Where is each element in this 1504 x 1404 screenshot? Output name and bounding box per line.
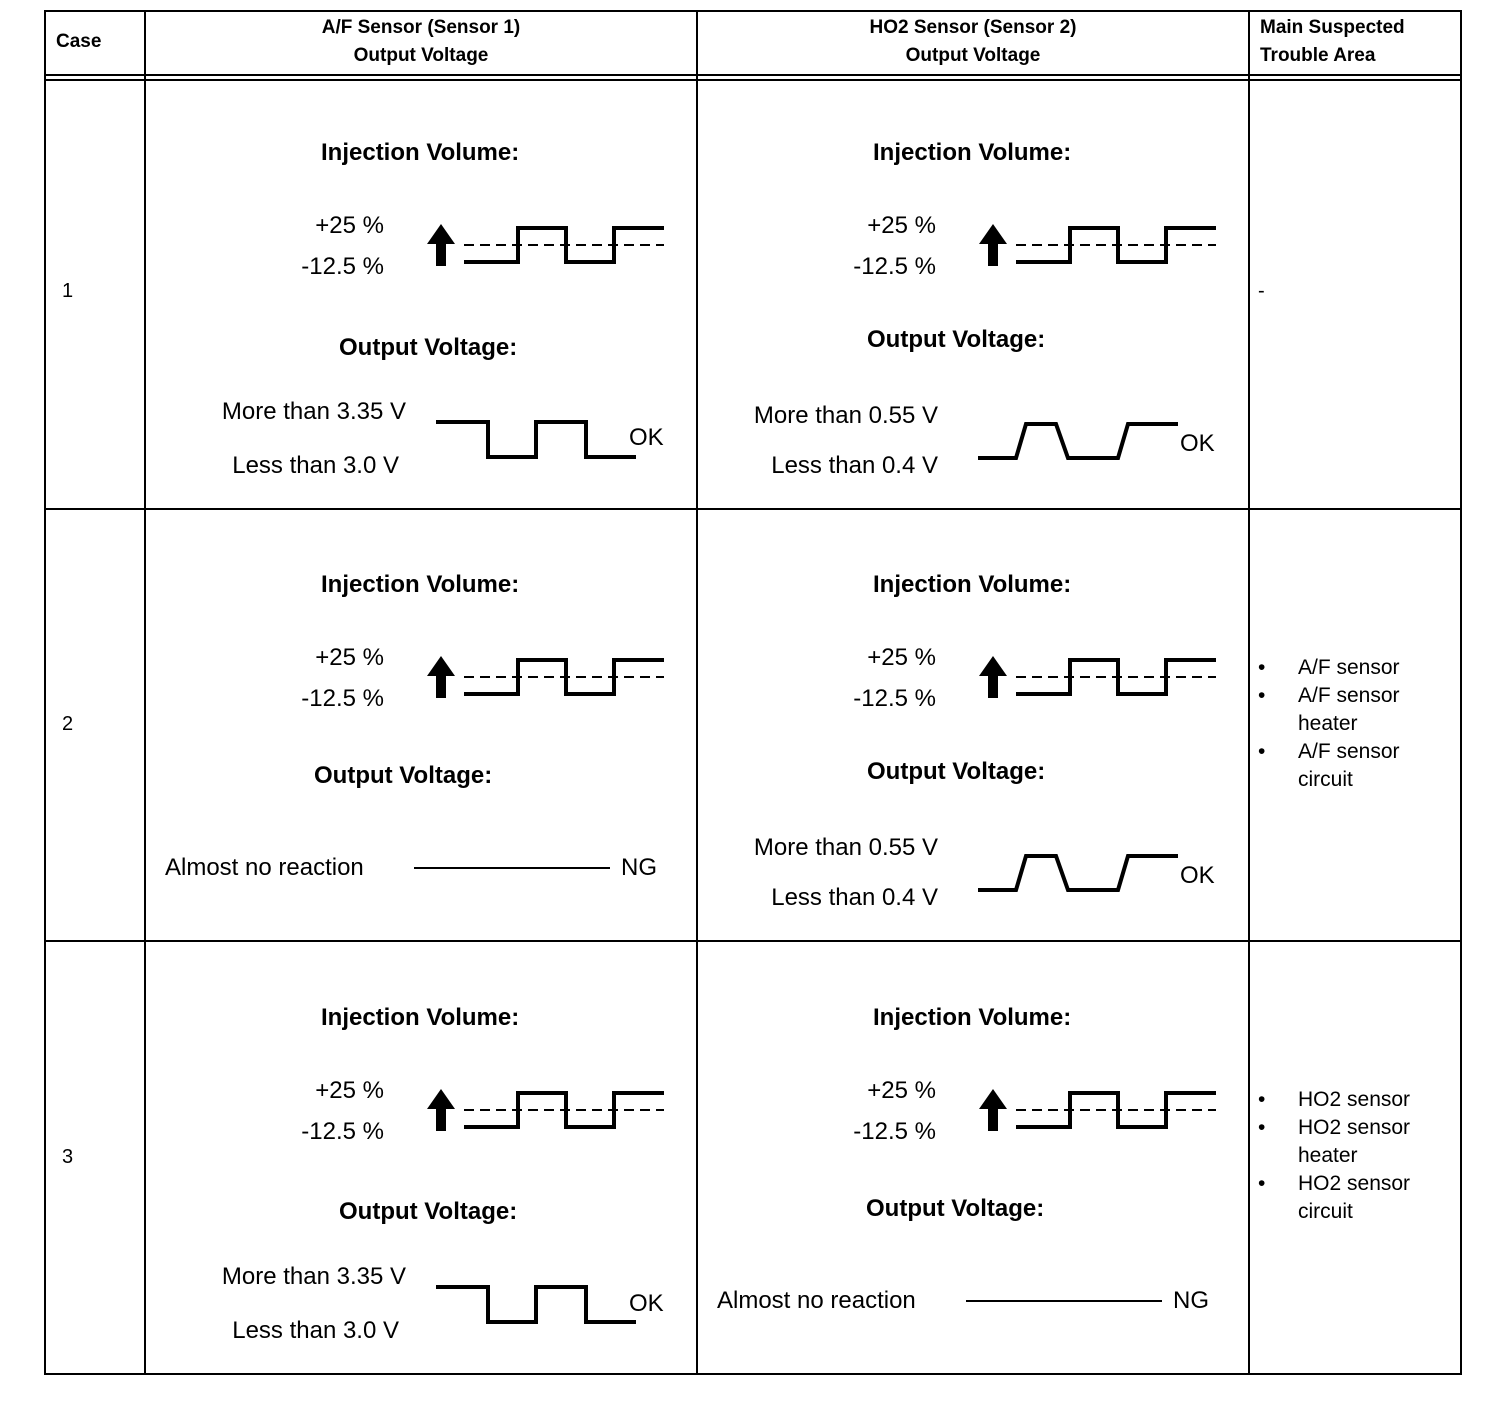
bullet: • [1258,740,1266,763]
af-output-waveform [436,1285,636,1325]
output-voltage-title: Output Voltage: [339,334,518,361]
output-voltage-title: Output Voltage: [867,758,1046,785]
table-col-divider [144,10,146,1375]
ho2-low-label: Less than 0.4 V [771,452,938,479]
up-arrow-icon [978,656,1008,700]
injection-low-label: -12.5 % [853,253,936,280]
ho2-result-ok: OK [1180,862,1215,889]
header-trouble-line1: Main Suspected [1260,17,1405,38]
af-high-label: More than 3.35 V [221,1263,406,1290]
table-col-divider [696,10,698,1375]
bullet: • [1258,1172,1266,1195]
up-arrow-icon [978,224,1008,268]
ho2-result-ok: OK [1180,430,1215,457]
header-ho2-sensor [698,14,1248,70]
ho2-high-label: More than 0.55 V [753,402,938,429]
injection-low-label: -12.5 % [301,685,384,712]
header-ho2-line2: Output Voltage [905,45,1041,66]
header-trouble-line2: Trouble Area [1260,45,1376,66]
header-case: Case [56,31,102,52]
injection-low-label: -12.5 % [301,1118,384,1145]
trouble-item: A/F sensor heater [1298,684,1400,735]
af-result-ng: NG [621,854,657,881]
injection-waveform [1016,1091,1216,1131]
af-result-ok: OK [629,424,664,451]
list-item [1258,1170,1438,1226]
up-arrow-icon [426,656,456,700]
injection-high-label: +25 % [867,1077,936,1104]
ho2-output-waveform [978,854,1178,894]
case-number: 2 [62,713,74,735]
injection-volume-title: Injection Volume: [873,571,1072,598]
output-voltage-title: Output Voltage: [314,762,493,789]
header-ho2-line1: HO2 Sensor (Sensor 2) [869,17,1077,38]
up-arrow-icon [426,224,456,268]
table-border-right [1460,10,1462,1375]
ho2-high-label: More than 0.55 V [753,834,938,861]
injection-volume-title: Injection Volume: [873,139,1072,166]
case-number: 1 [62,280,74,302]
case-number: 3 [62,1146,74,1168]
up-arrow-icon [978,1089,1008,1133]
injection-volume-title: Injection Volume: [321,139,520,166]
trouble-area-none: - [1258,280,1265,302]
trouble-item: HO2 sensor heater [1298,1116,1411,1167]
injection-waveform [464,1091,664,1131]
flat-output-line [414,866,610,870]
af-output-waveform [436,420,636,460]
injection-waveform [464,658,664,698]
output-voltage-title: Output Voltage: [339,1198,518,1225]
list-item [1258,654,1438,682]
af-result-ok: OK [629,1290,664,1317]
af-low-label: Less than 3.0 V [232,452,399,479]
list-item [1258,1086,1438,1114]
table-col-divider [1248,10,1250,1375]
injection-volume-title: Injection Volume: [873,1004,1072,1031]
injection-waveform [1016,226,1216,266]
list-item [1258,1114,1438,1170]
bullet: • [1258,1116,1266,1139]
list-item [1258,682,1438,738]
flat-output-line [966,1299,1162,1303]
table-border-left [44,10,46,1375]
injection-low-label: -12.5 % [853,1118,936,1145]
injection-volume-title: Injection Volume: [321,1004,520,1031]
output-voltage-title: Output Voltage: [867,326,1046,353]
injection-waveform [1016,658,1216,698]
bullet: • [1258,656,1266,679]
trouble-area-list [1258,1086,1438,1226]
injection-high-label: +25 % [867,644,936,671]
injection-high-label: +25 % [867,212,936,239]
injection-high-label: +25 % [315,644,384,671]
injection-low-label: -12.5 % [301,253,384,280]
header-af-sensor [146,14,696,70]
trouble-item: HO2 sensor circuit [1298,1172,1411,1223]
injection-waveform [464,226,664,266]
ho2-result-ng: NG [1173,1287,1209,1314]
no-reaction-label: Almost no reaction [717,1287,916,1314]
injection-high-label: +25 % [315,1077,384,1104]
ho2-output-waveform [978,422,1178,462]
up-arrow-icon [426,1089,456,1133]
output-voltage-title: Output Voltage: [866,1195,1045,1222]
af-low-label: Less than 3.0 V [232,1317,399,1344]
diagnosis-table [44,10,1462,1375]
injection-low-label: -12.5 % [853,685,936,712]
bullet: • [1258,1088,1266,1111]
trouble-item: A/F sensor [1298,656,1400,679]
trouble-item: A/F sensor circuit [1298,740,1400,791]
injection-volume-title: Injection Volume: [321,571,520,598]
header-af-line1: A/F Sensor (Sensor 1) [321,17,521,38]
ho2-low-label: Less than 0.4 V [771,884,938,911]
bullet: • [1258,684,1266,707]
af-high-label: More than 3.35 V [221,398,406,425]
trouble-area-list [1258,654,1438,794]
trouble-item: HO2 sensor [1298,1088,1411,1111]
header-af-line2: Output Voltage [353,45,489,66]
list-item [1258,738,1438,794]
header-trouble-area [1260,14,1405,70]
injection-high-label: +25 % [315,212,384,239]
no-reaction-label: Almost no reaction [165,854,364,881]
